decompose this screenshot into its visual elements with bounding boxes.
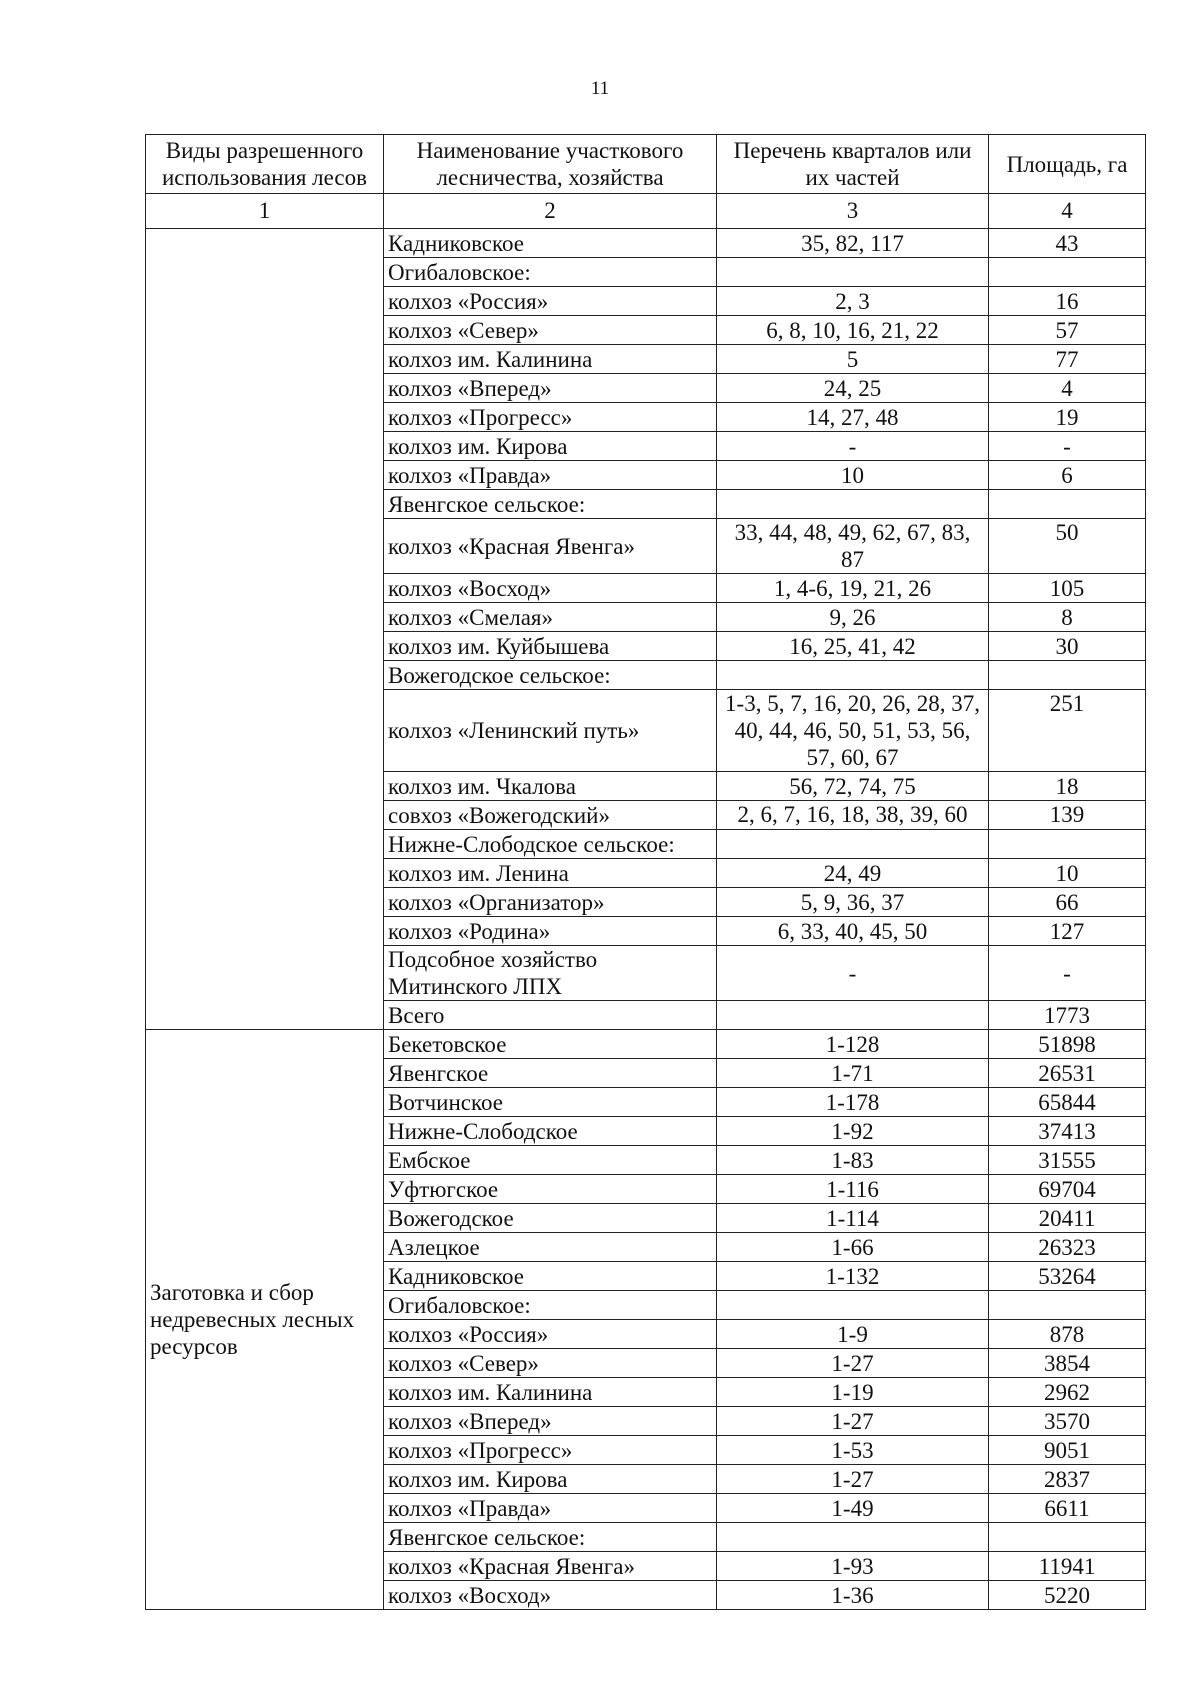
area-cell: - bbox=[989, 432, 1146, 461]
area-cell: 5220 bbox=[989, 1581, 1146, 1610]
quarters-cell: 14, 27, 48 bbox=[717, 403, 989, 432]
table-row bbox=[146, 229, 1146, 258]
quarters-cell: 1-93 bbox=[717, 1552, 989, 1581]
forestry-name-cell: Явенгское сельское: bbox=[384, 1523, 717, 1552]
column-number: 2 bbox=[384, 194, 717, 229]
area-cell bbox=[989, 830, 1146, 859]
area-cell: 18 bbox=[989, 772, 1146, 801]
quarters-cell: 24, 49 bbox=[717, 859, 989, 888]
page-number: 11 bbox=[590, 78, 610, 99]
forestry-name-cell: Явенгское bbox=[384, 1059, 717, 1088]
quarters-cell: 1-27 bbox=[717, 1407, 989, 1436]
forestry-name-cell: Вожегодское сельское: bbox=[384, 661, 717, 690]
forest-use-table bbox=[145, 134, 1146, 1610]
area-cell bbox=[989, 1291, 1146, 1320]
column-number: 4 bbox=[989, 194, 1146, 229]
header-forestry-name: Наименование участкового лесничества, хозяйства bbox=[384, 135, 717, 194]
forestry-name-cell: колхоз им. Кирова bbox=[384, 1465, 717, 1494]
area-cell: 9051 bbox=[989, 1436, 1146, 1465]
area-cell: 127 bbox=[989, 917, 1146, 946]
quarters-cell: 1-3, 5, 7, 16, 20, 26, 28, 37, 40, 44, 46, 50, 51, 53, 56, 57, 60, 67 bbox=[717, 690, 989, 772]
area-cell: 19 bbox=[989, 403, 1146, 432]
area-cell: 6611 bbox=[989, 1494, 1146, 1523]
forestry-name-cell: колхоз «Красная Явенга» bbox=[384, 1552, 717, 1581]
forestry-name-cell: Подсобное хозяйство Митинского ЛПХ bbox=[384, 946, 717, 1001]
quarters-cell: 1-49 bbox=[717, 1494, 989, 1523]
quarters-cell: 1-71 bbox=[717, 1059, 989, 1088]
area-cell: - bbox=[989, 946, 1146, 1001]
area-cell bbox=[989, 258, 1146, 287]
area-cell: 105 bbox=[989, 574, 1146, 603]
area-cell: 251 bbox=[989, 690, 1146, 772]
quarters-cell: - bbox=[717, 432, 989, 461]
header-quarters: Перечень кварталов или их частей bbox=[717, 135, 989, 194]
forestry-name-cell: колхоз «Правда» bbox=[384, 461, 717, 490]
quarters-cell bbox=[717, 661, 989, 690]
area-cell bbox=[989, 661, 1146, 690]
forestry-name-cell: колхоз «Прогресс» bbox=[384, 1436, 717, 1465]
forestry-name-cell: колхоз им. Калинина bbox=[384, 1378, 717, 1407]
quarters-cell: - bbox=[717, 946, 989, 1001]
area-cell bbox=[989, 1523, 1146, 1552]
column-number: 1 bbox=[146, 194, 384, 229]
area-cell: 10 bbox=[989, 859, 1146, 888]
area-cell: 66 bbox=[989, 888, 1146, 917]
forestry-name-cell: Ембское bbox=[384, 1146, 717, 1175]
area-cell: 6 bbox=[989, 461, 1146, 490]
forestry-name-cell: колхоз «Вперед» bbox=[384, 1407, 717, 1436]
area-cell: 11941 bbox=[989, 1552, 1146, 1581]
area-cell: 37413 bbox=[989, 1117, 1146, 1146]
forestry-name-cell: колхоз «Север» bbox=[384, 1349, 717, 1378]
forestry-name-cell: колхоз «Восход» bbox=[384, 1581, 717, 1610]
quarters-cell bbox=[717, 1291, 989, 1320]
quarters-cell bbox=[717, 258, 989, 287]
forestry-name-cell: колхоз «Ленинский путь» bbox=[384, 690, 717, 772]
quarters-cell: 1-114 bbox=[717, 1204, 989, 1233]
area-cell bbox=[989, 490, 1146, 519]
quarters-cell: 1-9 bbox=[717, 1320, 989, 1349]
quarters-cell bbox=[717, 1001, 989, 1030]
quarters-cell: 1-178 bbox=[717, 1088, 989, 1117]
quarters-cell: 10 bbox=[717, 461, 989, 490]
area-cell: 16 bbox=[989, 287, 1146, 316]
area-cell: 2837 bbox=[989, 1465, 1146, 1494]
forestry-name-cell: колхоз «Восход» bbox=[384, 574, 717, 603]
forestry-name-cell: колхоз «Север» bbox=[384, 316, 717, 345]
quarters-cell: 5 bbox=[717, 345, 989, 374]
forestry-name-cell: Бекетовское bbox=[384, 1030, 717, 1059]
area-cell: 878 bbox=[989, 1320, 1146, 1349]
use-type-cell: Заготовка и сбор недревесных лесных ресурсов bbox=[146, 1030, 384, 1610]
quarters-cell: 1, 4-6, 19, 21, 26 bbox=[717, 574, 989, 603]
forestry-name-cell: колхоз «Красная Явенга» bbox=[384, 519, 717, 574]
area-cell: 51898 bbox=[989, 1030, 1146, 1059]
header-area: Площадь, га bbox=[989, 135, 1146, 194]
area-cell: 26531 bbox=[989, 1059, 1146, 1088]
forestry-name-cell: Азлецкое bbox=[384, 1233, 717, 1262]
forestry-name-cell: колхоз «Вперед» bbox=[384, 374, 717, 403]
quarters-cell bbox=[717, 830, 989, 859]
use-type-cell bbox=[146, 229, 384, 1030]
area-cell: 69704 bbox=[989, 1175, 1146, 1204]
quarters-cell: 2, 3 bbox=[717, 287, 989, 316]
column-number: 3 bbox=[717, 194, 989, 229]
area-cell: 8 bbox=[989, 603, 1146, 632]
area-cell: 50 bbox=[989, 519, 1146, 574]
quarters-cell: 1-27 bbox=[717, 1465, 989, 1494]
forestry-name-cell: Нижне-Слободское сельское: bbox=[384, 830, 717, 859]
forestry-name-cell: Уфтюгское bbox=[384, 1175, 717, 1204]
quarters-cell: 6, 33, 40, 45, 50 bbox=[717, 917, 989, 946]
header-row bbox=[146, 135, 1146, 194]
quarters-cell: 16, 25, 41, 42 bbox=[717, 632, 989, 661]
quarters-cell: 5, 9, 36, 37 bbox=[717, 888, 989, 917]
forestry-name-cell: колхоз им. Калинина bbox=[384, 345, 717, 374]
forestry-name-cell: колхоз «Правда» bbox=[384, 1494, 717, 1523]
forestry-name-cell: Огибаловское: bbox=[384, 1291, 717, 1320]
forestry-name-cell: колхоз им. Куйбышева bbox=[384, 632, 717, 661]
forestry-name-cell: колхоз «Россия» bbox=[384, 287, 717, 316]
quarters-cell: 9, 26 bbox=[717, 603, 989, 632]
forestry-name-cell: совхоз «Вожегодский» bbox=[384, 801, 717, 830]
quarters-cell bbox=[717, 1523, 989, 1552]
area-cell: 43 bbox=[989, 229, 1146, 258]
quarters-cell: 1-132 bbox=[717, 1262, 989, 1291]
column-numbers-row bbox=[146, 194, 1146, 229]
area-cell: 31555 bbox=[989, 1146, 1146, 1175]
quarters-cell: 1-27 bbox=[717, 1349, 989, 1378]
area-cell: 77 bbox=[989, 345, 1146, 374]
quarters-cell: 35, 82, 117 bbox=[717, 229, 989, 258]
quarters-cell: 2, 6, 7, 16, 18, 38, 39, 60 bbox=[717, 801, 989, 830]
area-cell: 4 bbox=[989, 374, 1146, 403]
quarters-cell: 1-92 bbox=[717, 1117, 989, 1146]
table-body bbox=[146, 229, 1146, 1610]
quarters-cell: 1-128 bbox=[717, 1030, 989, 1059]
area-cell: 2962 bbox=[989, 1378, 1146, 1407]
table-row bbox=[146, 1030, 1146, 1059]
quarters-cell: 1-83 bbox=[717, 1146, 989, 1175]
forestry-name-cell: колхоз им. Кирова bbox=[384, 432, 717, 461]
forestry-name-cell: Кадниковское bbox=[384, 1262, 717, 1291]
forestry-name-cell: колхоз им. Чкалова bbox=[384, 772, 717, 801]
forestry-name-cell: Нижне-Слободское bbox=[384, 1117, 717, 1146]
area-cell: 3854 bbox=[989, 1349, 1146, 1378]
quarters-cell: 1-53 bbox=[717, 1436, 989, 1465]
forestry-name-cell: Огибаловское: bbox=[384, 258, 717, 287]
area-cell: 26323 bbox=[989, 1233, 1146, 1262]
forestry-name-cell: колхоз «Родина» bbox=[384, 917, 717, 946]
forestry-name-cell: Вожегодское bbox=[384, 1204, 717, 1233]
forestry-name-cell: Явенгское сельское: bbox=[384, 490, 717, 519]
quarters-cell: 56, 72, 74, 75 bbox=[717, 772, 989, 801]
area-cell: 1773 bbox=[989, 1001, 1146, 1030]
forestry-name-cell: колхоз «Прогресс» bbox=[384, 403, 717, 432]
quarters-cell bbox=[717, 490, 989, 519]
quarters-cell: 1-19 bbox=[717, 1378, 989, 1407]
area-cell: 53264 bbox=[989, 1262, 1146, 1291]
quarters-cell: 6, 8, 10, 16, 21, 22 bbox=[717, 316, 989, 345]
forestry-name-cell: колхоз им. Ленина bbox=[384, 859, 717, 888]
forestry-name-cell: колхоз «Организатор» bbox=[384, 888, 717, 917]
quarters-cell: 1-36 bbox=[717, 1581, 989, 1610]
area-cell: 139 bbox=[989, 801, 1146, 830]
area-cell: 65844 bbox=[989, 1088, 1146, 1117]
area-cell: 20411 bbox=[989, 1204, 1146, 1233]
area-cell: 30 bbox=[989, 632, 1146, 661]
area-cell: 3570 bbox=[989, 1407, 1146, 1436]
forestry-name-cell: колхоз «Смелая» bbox=[384, 603, 717, 632]
quarters-cell: 1-116 bbox=[717, 1175, 989, 1204]
forestry-name-cell: Всего bbox=[384, 1001, 717, 1030]
forestry-name-cell: Кадниковское bbox=[384, 229, 717, 258]
quarters-cell: 24, 25 bbox=[717, 374, 989, 403]
area-cell: 57 bbox=[989, 316, 1146, 345]
forestry-name-cell: Вотчинское bbox=[384, 1088, 717, 1117]
header-use-type: Виды разрешенного использования лесов bbox=[146, 135, 384, 194]
forestry-name-cell: колхоз «Россия» bbox=[384, 1320, 717, 1349]
quarters-cell: 33, 44, 48, 49, 62, 67, 83, 87 bbox=[717, 519, 989, 574]
quarters-cell: 1-66 bbox=[717, 1233, 989, 1262]
